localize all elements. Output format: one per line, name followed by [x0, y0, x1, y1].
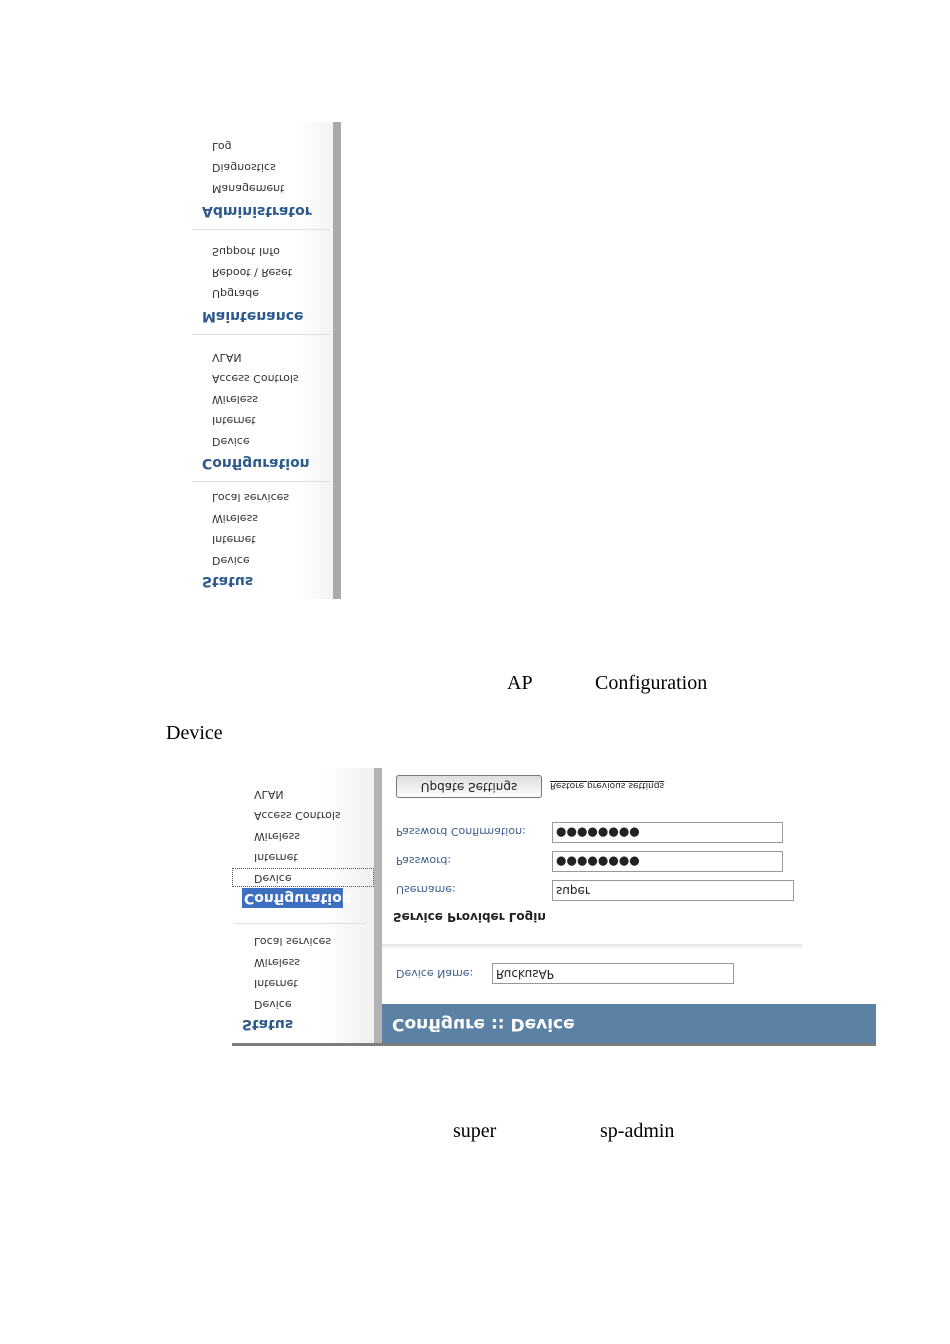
sidebar-title-configuration[interactable]: Configuration	[244, 890, 352, 906]
caption-super: super	[453, 1120, 497, 1142]
caption-sp-admin: sp-admin	[600, 1120, 675, 1142]
menu-item-config-internet[interactable]: Internet	[212, 414, 256, 427]
menu-item-log[interactable]: Log	[212, 140, 232, 153]
device-name-label: Device Name:	[396, 967, 474, 980]
configure-device-page	[232, 768, 876, 1044]
sidebar-item-config-wireless[interactable]: Wireless	[254, 830, 301, 843]
password-input[interactable]: ●●●●●●●●	[552, 851, 783, 872]
menu-item-status-wireless[interactable]: Wireless	[212, 512, 259, 525]
username-input[interactable]: super	[552, 880, 794, 901]
menu-item-upgrade[interactable]: Upgrade	[212, 287, 260, 300]
password-confirmation-label: Password Confirmation:	[396, 825, 526, 838]
sidebar-item-config-device[interactable]: Device	[254, 872, 292, 885]
menu-title-maintenance[interactable]: Maintenance	[202, 308, 304, 324]
menu-item-config-wireless[interactable]: Wireless	[212, 393, 259, 406]
sidebar-divider	[234, 923, 366, 924]
menu-title-status[interactable]: Status	[202, 573, 254, 589]
caption-device: Device	[166, 722, 223, 744]
menu-item-config-vlan[interactable]: VLAN	[212, 351, 242, 364]
caption-configuration: Configuration	[595, 672, 708, 694]
menu-item-status-device[interactable]: Device	[212, 554, 250, 567]
sidebar-item-config-access-controls[interactable]: Access Controls	[254, 809, 341, 822]
menu-item-config-access-controls[interactable]: Access Controls	[212, 372, 299, 385]
sidebar-item-config-vlan[interactable]: VLAN	[254, 788, 284, 801]
page-bottom-border	[232, 1043, 876, 1046]
sidebar-item-config-internet[interactable]: Internet	[254, 851, 298, 864]
menu-divider	[192, 229, 330, 230]
sidebar-item-status-internet[interactable]: Internet	[254, 977, 298, 990]
device-name-input[interactable]: RuckusAP	[492, 963, 734, 984]
page-title: Configure :: Device	[392, 1014, 575, 1034]
sidebar-item-status-wireless[interactable]: Wireless	[254, 956, 301, 969]
menu-title-administrator[interactable]: Administrator	[202, 203, 312, 219]
menu-item-status-local-services[interactable]: Local services	[212, 491, 290, 504]
sidebar-title-status[interactable]: Status	[242, 1016, 294, 1032]
configure-device-screenshot	[232, 768, 876, 1047]
section-shadow	[382, 944, 802, 950]
menu-item-diagnostics[interactable]: Diagnostics	[212, 161, 276, 174]
sidebar-separator	[374, 768, 382, 1044]
page-header	[382, 1004, 876, 1044]
menu-item-config-device[interactable]: Device	[212, 435, 250, 448]
restore-previous-settings-link[interactable]: Restore previous settings	[550, 780, 665, 790]
password-confirmation-input[interactable]: ●●●●●●●●	[552, 822, 783, 843]
sidebar	[232, 768, 374, 1044]
password-label: Password:	[396, 854, 452, 867]
menu-scrollbar	[333, 122, 341, 599]
section-title-service-provider-login: Service Provider Login	[393, 910, 546, 924]
menu-item-status-internet[interactable]: Internet	[212, 533, 256, 546]
caption-ap: AP	[507, 672, 533, 694]
sidebar-item-status-device[interactable]: Device	[254, 998, 292, 1011]
menu-title-configuration[interactable]: Configuration	[202, 455, 310, 471]
username-label: Username:	[396, 883, 456, 896]
main-content	[382, 768, 876, 1044]
menu-divider	[192, 334, 330, 335]
menu-item-management[interactable]: Management	[212, 182, 285, 195]
nav-menu	[190, 122, 333, 599]
nav-menu-screenshot	[190, 122, 341, 599]
sidebar-item-status-local-services[interactable]: Local services	[254, 935, 332, 948]
menu-divider	[192, 481, 330, 482]
menu-item-support-info[interactable]: Support Info	[212, 245, 280, 258]
menu-item-reboot-reset[interactable]: Reboot \ Reset	[212, 266, 293, 279]
update-settings-button[interactable]: Update Settings	[396, 775, 542, 798]
